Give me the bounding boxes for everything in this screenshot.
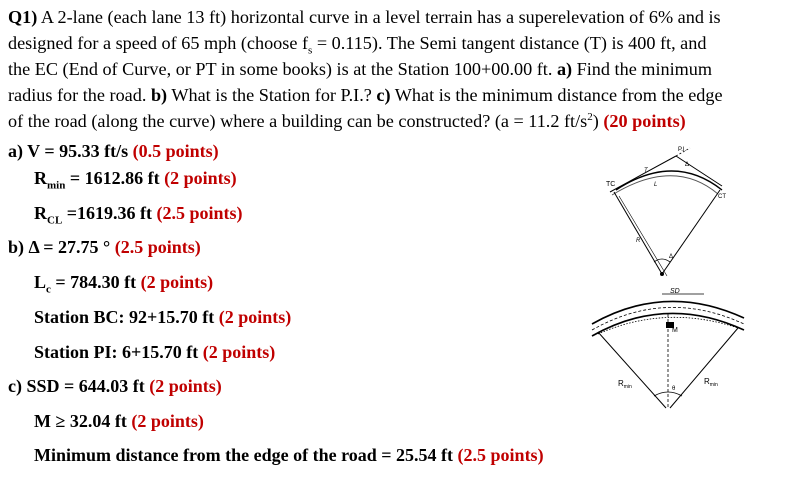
pi-label: P.I. (678, 147, 687, 153)
sight-distance-diagram (584, 284, 754, 426)
answer-b-delta: b) Δ = 27.75 ° (2.5 points) (8, 237, 201, 257)
answer-lc: $L_c = 784.30$ ft (2 points) (34, 272, 214, 296)
answer-c-ssd: c) SSD = 644.03 ft (2 points) (8, 376, 222, 396)
sd-label: SD (670, 288, 680, 295)
question-label: Q1) (8, 7, 38, 27)
theta-label: θ (672, 386, 676, 392)
back-tangent-line (610, 156, 676, 192)
curve-arc-inner (612, 176, 718, 195)
question-line-3: the EC (End of Curve, or PT in some books) is at the Station 100+00.00 ft. a) Find the minimum (8, 59, 713, 79)
curve-geometry-diagram (590, 142, 740, 284)
answer-station-bc: Station BC: 92+15.70 ft (2 points) (34, 307, 292, 327)
answer-station-pi: Station PI: 6+15.70 ft (2 points) (34, 342, 276, 362)
rmin-left-label: $R_{min}$ (618, 379, 632, 390)
radius-offset-line (619, 196, 667, 276)
question-line-1: Q1) A 2-lane (each lane 13 ft) horizontal curve in a level terrain has a superelevation of 6% and is (8, 7, 721, 27)
answer-m: M ≥ 32.04 ft (2 points) (34, 411, 204, 431)
t-label: T (644, 168, 648, 174)
question-line-5: of the road (along the curve) where a building can be constructed? (a = 11.2 $ft/s^2$) (20 points) (8, 110, 686, 131)
question-line-4: radius for the road. b) What is the Station for P.I.? c) What is the minimum distance from the edge (8, 85, 723, 105)
delta-label-top: Δ (685, 162, 690, 168)
answer-rcl: $R_{CL} =1619.36$ ft (2.5 points) (34, 203, 243, 227)
radius-line-right (662, 190, 720, 274)
ct-label: CT (718, 194, 726, 200)
l-label: L (654, 182, 658, 188)
curve-arc (616, 171, 722, 190)
r-label: R (636, 238, 641, 244)
m-label: M (672, 327, 678, 334)
rmin-left-line (598, 332, 666, 408)
delta-angle-arc (654, 259, 670, 262)
question-line-2: designed for a speed of 65 mph (choose $f_s = 0.115$). The Semi tangent distance (T) is 400 ft, and (8, 33, 707, 57)
curve-center-point (660, 272, 664, 276)
rmin-right-line (670, 328, 738, 408)
rmin-right-label: $R_{min}$ (704, 377, 718, 388)
answer-a-velocity: a) V = 95.33 ft/s (0.5 points) (8, 141, 219, 161)
answer-rmin: $R_{min} = 1612.86$ ft (2 points) (34, 168, 237, 192)
delta-label-center: Δ (669, 254, 674, 260)
tc-label: TC (606, 181, 616, 188)
answer-min-distance: Minimum distance from the edge of the road = 25.54 ft (2.5 points) (34, 445, 544, 465)
question-points: (20 points) (603, 111, 686, 131)
